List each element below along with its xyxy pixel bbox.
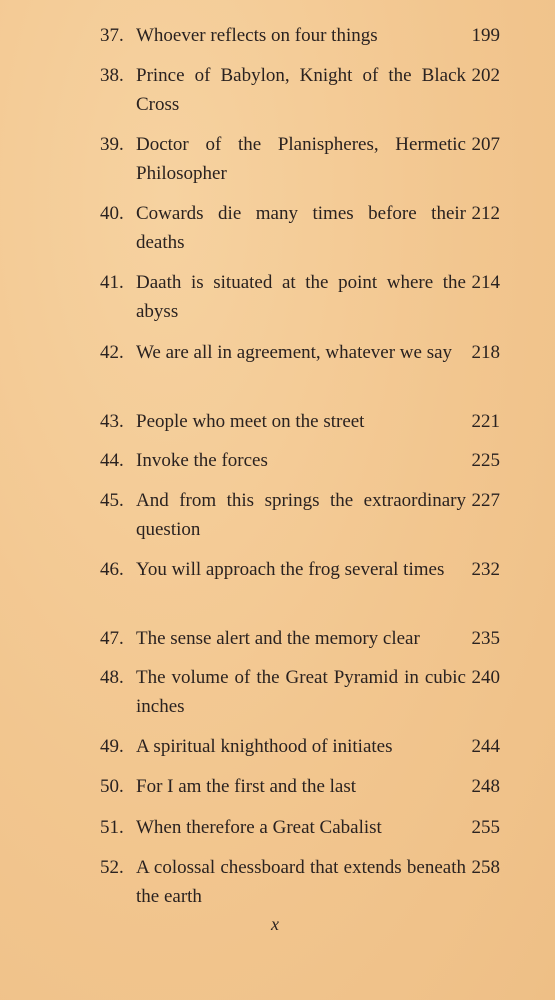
- entry-page: 244: [471, 736, 500, 757]
- entry-number: 50.: [100, 776, 124, 797]
- entry-page: 225: [471, 450, 500, 471]
- entry-title: A colossal chessboard that extends beneath the earth: [136, 857, 466, 907]
- entry-page: 240: [471, 667, 500, 688]
- entry-title: You will approach the frog several times: [136, 559, 445, 580]
- entry-number: 45.: [100, 490, 124, 511]
- entry-title: Invoke the forces: [136, 450, 268, 471]
- entry-number: 51.: [100, 817, 124, 838]
- entry-title: Daath is situated at the point where the abyss: [136, 272, 466, 322]
- entry-page: 232: [471, 559, 500, 580]
- entry-number: 43.: [100, 411, 124, 432]
- entry-page: 258: [471, 857, 500, 878]
- entry-page: 212: [471, 203, 500, 224]
- entry-title: And from this springs the extraordinary question: [136, 490, 466, 540]
- entry-number: 41.: [100, 272, 124, 293]
- entry-number: 47.: [100, 628, 124, 649]
- entry-page: 221: [471, 411, 500, 432]
- entry-number: 52.: [100, 857, 124, 878]
- entry-title: When therefore a Great Cabalist: [136, 817, 382, 838]
- entry-page: 214: [471, 272, 500, 293]
- entry-title: People who meet on the street: [136, 411, 365, 432]
- page-number-footer: x: [271, 914, 279, 934]
- entry-title: A spiritual knighthood of initiates: [136, 736, 393, 757]
- entry-page: 207: [471, 134, 500, 155]
- entry-number: 39.: [100, 134, 124, 155]
- entry-page: 218: [471, 342, 500, 363]
- entry-title: Cowards die many times before their deaths: [136, 203, 466, 253]
- entry-page: 248: [471, 776, 500, 797]
- entry-title: Doctor of the Planispheres, Hermetic Philosopher: [136, 134, 466, 184]
- entry-page: 199: [471, 25, 500, 46]
- entry-title: Prince of Babylon, Knight of the Black Cross: [136, 65, 466, 115]
- entry-page: 255: [471, 817, 500, 838]
- entry-number: 37.: [100, 25, 124, 46]
- entry-number: 40.: [100, 203, 124, 224]
- entry-number: 48.: [100, 667, 124, 688]
- entry-title: The volume of the Great Pyramid in cubic inches: [136, 667, 466, 717]
- entry-title: For I am the first and the last: [136, 776, 357, 797]
- entry-number: 46.: [100, 559, 124, 580]
- entry-number: 38.: [100, 65, 124, 86]
- entry-title: Whoever reflects on four things: [136, 25, 378, 46]
- entry-title: The sense alert and the memory clear: [136, 628, 420, 649]
- entry-page: 227: [471, 490, 500, 511]
- entry-number: 49.: [100, 736, 124, 757]
- entry-title: We are all in agreement, whatever we say: [136, 342, 453, 363]
- entry-number: 44.: [100, 450, 124, 471]
- entry-page: 202: [471, 65, 500, 86]
- entry-page: 235: [471, 628, 500, 649]
- entry-number: 42.: [100, 342, 124, 363]
